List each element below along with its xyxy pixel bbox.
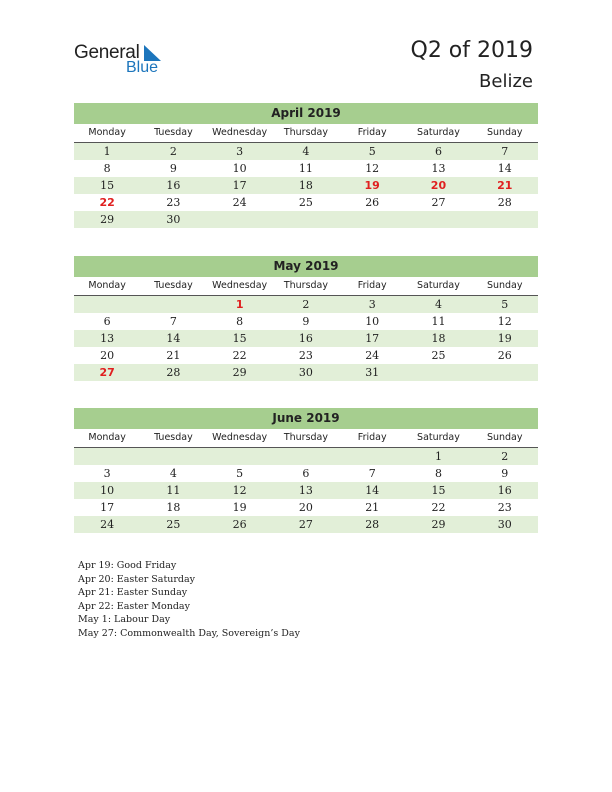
date-cell: 22 xyxy=(431,501,446,514)
date-cell: 10 xyxy=(232,162,247,175)
holiday-note: Apr 21: Easter Sunday xyxy=(78,587,188,598)
date-cell: 16 xyxy=(497,484,512,497)
date-cell: 14 xyxy=(497,162,512,175)
week-row xyxy=(74,296,538,313)
date-cell xyxy=(207,211,273,228)
holiday-date: 22 xyxy=(99,196,115,209)
date-cell: 12 xyxy=(365,162,380,175)
date-cell: 30 xyxy=(166,213,181,226)
date-cell: 5 xyxy=(236,467,244,480)
holiday-date: 19 xyxy=(364,179,380,192)
date-cell: 11 xyxy=(166,484,181,497)
weekday-label: Thursday xyxy=(283,280,329,291)
date-cell: 14 xyxy=(365,484,380,497)
weekday-label: Thursday xyxy=(283,127,329,138)
date-cell: 29 xyxy=(232,366,247,379)
date-cell: 8 xyxy=(236,315,244,328)
weekday-label: Sunday xyxy=(486,127,523,138)
date-cell: 24 xyxy=(232,196,247,209)
date-cell xyxy=(339,211,405,228)
brand-logo xyxy=(74,42,174,82)
date-cell: 13 xyxy=(298,484,313,497)
weekday-label: Saturday xyxy=(417,127,460,138)
week-row xyxy=(74,330,538,347)
weekday-label: Tuesday xyxy=(154,432,193,443)
date-cell: 29 xyxy=(100,213,115,226)
date-cell: 11 xyxy=(431,315,446,328)
week-row xyxy=(74,482,538,499)
date-cell xyxy=(273,448,339,465)
date-cell xyxy=(472,211,538,228)
date-cell: 3 xyxy=(368,298,376,311)
week-row xyxy=(74,194,538,211)
date-cell: 30 xyxy=(497,518,512,531)
date-cell: 3 xyxy=(236,145,244,158)
date-cell: 31 xyxy=(365,366,380,379)
date-cell: 29 xyxy=(431,518,446,531)
month-title: April 2019 xyxy=(74,103,538,124)
date-cell xyxy=(339,448,405,465)
weekday-label: Monday xyxy=(88,127,126,138)
date-cell: 21 xyxy=(166,349,181,362)
date-cell: 7 xyxy=(501,145,509,158)
week-row xyxy=(74,364,538,381)
weekday-label: Friday xyxy=(357,280,387,291)
date-cell: 5 xyxy=(501,298,509,311)
date-cell: 15 xyxy=(100,179,115,192)
date-cell: 12 xyxy=(232,484,247,497)
date-cell: 18 xyxy=(298,179,313,192)
weekday-label: Monday xyxy=(88,432,126,443)
week-row xyxy=(74,313,538,330)
page-title: Q2 of 2019 xyxy=(410,38,533,63)
month-title: June 2019 xyxy=(74,408,538,429)
date-cell: 9 xyxy=(302,315,310,328)
date-cell: 16 xyxy=(298,332,313,345)
date-cell: 22 xyxy=(232,349,247,362)
week-row xyxy=(74,347,538,364)
date-cell: 10 xyxy=(365,315,380,328)
date-cell: 23 xyxy=(497,501,512,514)
holiday-note: May 27: Commonwealth Day, Sovereign’s Day xyxy=(78,627,300,639)
weekday-label: Thursday xyxy=(283,432,329,443)
weekday-label: Tuesday xyxy=(154,280,193,291)
holiday-note: May 1: Labour Day xyxy=(78,614,171,625)
date-cell: 17 xyxy=(100,501,115,514)
date-cell: 13 xyxy=(100,332,115,345)
date-cell: 17 xyxy=(232,179,247,192)
date-cell: 21 xyxy=(365,501,380,514)
week-row xyxy=(74,516,538,533)
date-cell: 6 xyxy=(103,315,111,328)
date-cell: 28 xyxy=(497,196,512,209)
date-cell: 5 xyxy=(368,145,376,158)
holiday-date: 21 xyxy=(497,179,513,192)
month-block xyxy=(74,256,538,381)
date-cell xyxy=(405,364,471,381)
weekday-label: Friday xyxy=(357,127,387,138)
date-cell: 26 xyxy=(232,518,247,531)
date-cell: 10 xyxy=(100,484,115,497)
weekday-header-row xyxy=(74,277,538,296)
date-cell: 28 xyxy=(166,366,181,379)
weekday-label: Monday xyxy=(88,280,126,291)
date-cell: 2 xyxy=(302,298,310,311)
date-cell: 26 xyxy=(497,349,512,362)
date-cell: 30 xyxy=(298,366,313,379)
date-cell: 14 xyxy=(166,332,181,345)
holiday-date: 1 xyxy=(235,298,244,311)
week-row xyxy=(74,448,538,465)
date-cell: 8 xyxy=(434,467,442,480)
date-cell: 13 xyxy=(431,162,446,175)
date-cell: 12 xyxy=(497,315,512,328)
weekday-label: Saturday xyxy=(417,432,460,443)
date-cell: 20 xyxy=(100,349,115,362)
date-cell: 20 xyxy=(298,501,313,514)
date-cell: 7 xyxy=(368,467,376,480)
date-cell xyxy=(140,296,206,313)
date-cell xyxy=(207,448,273,465)
date-cell: 24 xyxy=(365,349,380,362)
weekday-label: Friday xyxy=(357,432,387,443)
date-cell: 2 xyxy=(169,145,177,158)
date-cell: 15 xyxy=(232,332,247,345)
date-cell: 4 xyxy=(169,467,177,480)
weekday-label: Sunday xyxy=(486,280,523,291)
date-cell: 4 xyxy=(434,298,442,311)
week-row xyxy=(74,160,538,177)
weekday-label: Tuesday xyxy=(154,127,193,138)
weekday-label: Wednesday xyxy=(212,127,268,138)
date-cell: 25 xyxy=(431,349,446,362)
holiday-date: 27 xyxy=(99,366,115,379)
weekday-label: Wednesday xyxy=(212,280,268,291)
week-row xyxy=(74,211,538,228)
month-title: May 2019 xyxy=(74,256,538,277)
weekday-header-row xyxy=(74,124,538,143)
date-cell: 1 xyxy=(103,145,111,158)
date-cell: 6 xyxy=(302,467,310,480)
logo-text-blue: Blue xyxy=(126,59,159,76)
date-cell: 18 xyxy=(166,501,181,514)
country-name: Belize xyxy=(479,71,533,92)
month-block xyxy=(74,408,538,533)
week-row xyxy=(74,499,538,516)
date-cell xyxy=(74,448,140,465)
date-cell: 8 xyxy=(103,162,111,175)
week-row xyxy=(74,177,538,194)
date-cell: 27 xyxy=(431,196,446,209)
weekday-header-row xyxy=(74,429,538,448)
date-cell: 23 xyxy=(298,349,313,362)
weekday-label: Saturday xyxy=(417,280,460,291)
logo-text-general: General xyxy=(74,42,140,63)
date-cell xyxy=(405,211,471,228)
week-row xyxy=(74,143,538,160)
date-cell: 9 xyxy=(501,467,509,480)
holiday-notes xyxy=(78,559,300,640)
week-row xyxy=(74,465,538,482)
weekday-label: Sunday xyxy=(486,432,523,443)
date-cell: 26 xyxy=(365,196,380,209)
month-block xyxy=(74,103,538,228)
date-cell: 27 xyxy=(298,518,313,531)
date-cell: 24 xyxy=(100,518,115,531)
date-cell: 25 xyxy=(166,518,181,531)
date-cell: 15 xyxy=(431,484,446,497)
date-cell: 2 xyxy=(501,450,509,463)
date-cell: 4 xyxy=(302,145,310,158)
date-cell: 23 xyxy=(166,196,181,209)
holiday-note: Apr 20: Easter Saturday xyxy=(78,573,196,585)
date-cell xyxy=(74,296,140,313)
holiday-note: Apr 19: Good Friday xyxy=(78,560,177,571)
date-cell: 25 xyxy=(298,196,313,209)
date-cell: 1 xyxy=(434,450,442,463)
holiday-note: Apr 22: Easter Monday xyxy=(78,600,190,612)
date-cell: 6 xyxy=(434,145,442,158)
date-cell: 16 xyxy=(166,179,181,192)
date-cell: 19 xyxy=(497,332,512,345)
date-cell xyxy=(140,448,206,465)
holiday-date: 20 xyxy=(430,179,447,192)
date-cell xyxy=(472,364,538,381)
date-cell: 18 xyxy=(431,332,446,345)
date-cell xyxy=(273,211,339,228)
date-cell: 28 xyxy=(365,518,380,531)
date-cell: 17 xyxy=(365,332,380,345)
date-cell: 7 xyxy=(169,315,177,328)
date-cell: 3 xyxy=(103,467,111,480)
date-cell: 19 xyxy=(232,501,247,514)
date-cell: 11 xyxy=(298,162,313,175)
date-cell: 9 xyxy=(169,162,177,175)
weekday-label: Wednesday xyxy=(212,432,268,443)
